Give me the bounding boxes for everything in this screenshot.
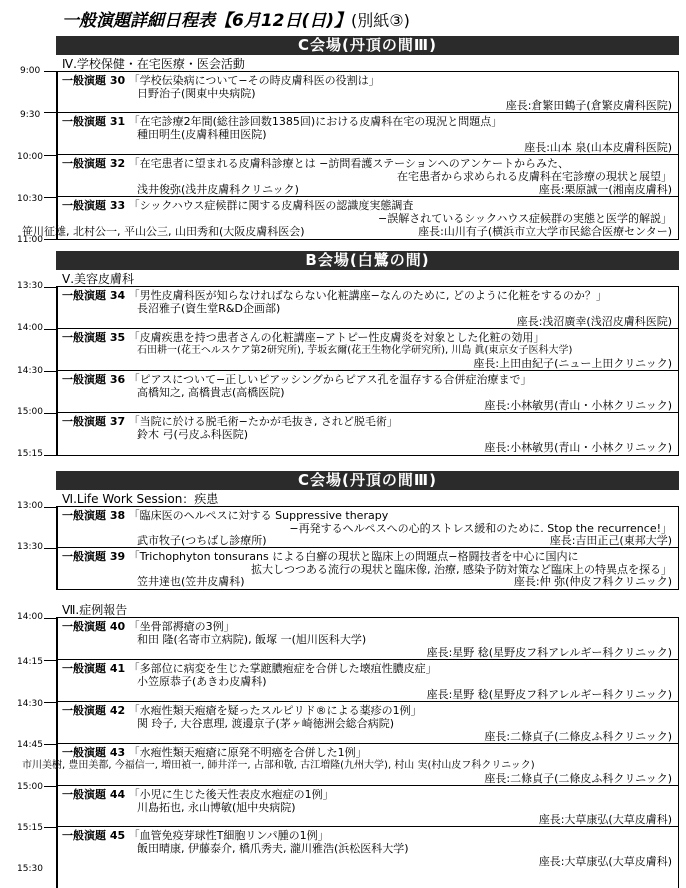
presentation-entry [57, 660, 678, 702]
chairperson: 座長:小林敏男(青山・小林クリニック) [484, 399, 672, 412]
chairperson: 座長:仲 弥(仲皮フ科クリニック) [513, 575, 672, 588]
presentation-number: 一般演題 31 [62, 115, 126, 128]
chairperson: 座長:浅沼廣幸(浅沼皮膚科医院) [516, 315, 672, 328]
presentation-authors: 飯田晴康, 伊藤泰介, 橋爪秀夫, 瀧川雅浩(浜松医科大学) [137, 842, 409, 855]
session-title: Ⅶ.症例報告 [62, 603, 128, 617]
time-tick [44, 197, 56, 198]
presentation-title-cont: −再発するヘルペスへの心的ストレス緩和のために. Stop the recurrence!」 [289, 522, 672, 535]
presentation-title: 「皮膚疾患を持つ患者さんの化粧講座−アトピー性皮膚炎を対象とした化粧の効用」 [128, 331, 545, 344]
presentation-authors: 笹川征雄, 北村公一, 平山公三, 山田秀和(大阪皮膚科医会) [22, 225, 305, 238]
presentation-authors: 浅井俊弥(浅井皮膚科クリニック) [137, 183, 299, 196]
presentation-title: 「臨床医のヘルペスに対する Suppressive therapy [128, 509, 389, 522]
time-tick [44, 507, 56, 508]
presentation-number: 一般演題 43 [62, 746, 126, 759]
presentation-authors: 武市牧子(つちばし診療所) [137, 534, 267, 547]
venue-header: C会場(丹頂の間Ⅲ) [56, 471, 679, 490]
chairperson: 座長:星野 稔(星野皮フ科アレルギー科クリニック) [426, 646, 672, 659]
presentation-number: 一般演題 42 [62, 704, 126, 717]
time-label: 10:00 [17, 152, 43, 162]
presentation-authors: 長沼雅子(資生堂R&D企画部) [137, 302, 281, 315]
presentation-number: 一般演題 39 [62, 550, 126, 563]
chairperson: 座長:山本 泉(山本皮膚科医院) [524, 141, 672, 154]
presentation-authors: 関 玲子, 大谷恵理, 渡邊京子(茅ヶ崎徳洲会総合病院) [137, 717, 395, 730]
presentation-entry [57, 329, 678, 371]
presentation-number: 一般演題 37 [62, 415, 126, 428]
time-label: 14:00 [17, 323, 43, 333]
time-label: 15:15 [17, 823, 43, 833]
time-label: 15:15 [17, 449, 43, 459]
presentation-entry [57, 113, 678, 155]
presentation-authors: 和田 隆(名寄市立病院), 飯塚 一(旭川医科大学) [137, 633, 367, 646]
time-label: 15:00 [17, 407, 43, 417]
presentation-title: 「ピアスについて−正しいピアッシングからピアス孔を温存する合併症治療まで」 [128, 373, 532, 386]
presentation-authors: 川島拓也, 永山博敏(旭中央病院) [137, 801, 296, 814]
title-annex: (別紙③) [351, 11, 410, 30]
presentation-title: 「シックハウス症候群に関する皮膚科医の認識度実態調査 [128, 199, 414, 212]
presentation-title: 「男性皮膚科医が知らなければならない化粧講座−なんのために, どのように化粧をするのか？」 [128, 289, 607, 302]
time-tick [44, 702, 56, 703]
chairperson: 座長:大草康弘(大草皮膚科) [538, 813, 672, 826]
time-label: 13:30 [17, 542, 43, 552]
presentation-number: 一般演題 38 [62, 509, 126, 522]
presentation-title: 「在宅診療2年間(総往診回数1385回)における皮膚科在宅の現況と問題点」 [128, 115, 503, 128]
presentation-entry [57, 702, 678, 744]
chairperson: 座長:栗原誠一(湘南皮膚科) [538, 183, 672, 196]
presentation-number: 一般演題 44 [62, 788, 126, 801]
time-tick [44, 548, 56, 549]
chairperson: 座長:二條貞子(二條皮ふ科クリニック) [484, 772, 672, 785]
presentation-title: 「在宅患者に望まれる皮膚科診療とは −訪問看護ステーションへのアンケートからみた、 [128, 157, 570, 170]
presentation-title: 「Trichophyton tonsurans による白癬の現状と臨床上の問題点−格闘技者を中心に国内に [128, 550, 579, 563]
time-label: 9:30 [20, 110, 41, 120]
presentation-authors: 種田明生(皮膚科種田医院) [137, 128, 267, 141]
venue-header: C会場(丹頂の間Ⅲ) [56, 36, 679, 55]
presentation-number: 一般演題 34 [62, 289, 126, 302]
time-tick [44, 455, 56, 456]
presentation-entry [57, 72, 678, 113]
title-text: 一般演題詳細日程表【 [62, 11, 232, 31]
presentation-authors: 市川美樹, 豊田美都, 今福信一, 増田禎一, 師井洋一, 占部和敬, 古江増隆(九州大学), 村山 実(村山皮フ科クリニック) [22, 760, 535, 771]
session-title: Ⅴ.美容皮膚科 [62, 272, 135, 286]
schedule-block-c-afternoon [0, 471, 686, 593]
title-bracket-close: 】 [334, 11, 352, 31]
chairperson: 座長:吉田正己(東邦大学) [549, 534, 672, 547]
title-date: 6月12日(日) [232, 11, 335, 31]
presentation-authors: 鈴木 弓(弓皮ふ科医院) [137, 428, 249, 441]
time-label: 11:00 [17, 235, 43, 245]
presentation-entry [57, 618, 678, 660]
presentation-title-cont: 拡大しつつある流行の現状と臨床像, 治療, 感染予防対策など臨床上の特異点を探る」 [251, 563, 672, 576]
presentation-number: 一般演題 32 [62, 157, 126, 170]
page-title [62, 6, 410, 30]
presentation-entry [57, 155, 678, 197]
presentation-number: 一般演題 45 [62, 829, 126, 842]
presentation-title: 「血管免疫芽球性T細胞リンパ腫の1例」 [128, 829, 329, 842]
chairperson: 座長:上田由紀子(ニュー上田クリニック) [473, 357, 672, 370]
time-tick [44, 827, 56, 828]
schedule-block-b [0, 251, 686, 461]
time-tick [44, 413, 56, 414]
presentation-authors: 小笠原恭子(あきわ皮膚科) [137, 675, 267, 688]
time-label: 14:15 [17, 657, 43, 667]
presentation-authors: 笠井達也(笠井皮膚科) [137, 575, 245, 588]
session-title: Ⅵ.Life Work Session：疾患 [62, 492, 219, 506]
time-label: 14:30 [17, 366, 43, 376]
presentation-entry [57, 786, 678, 827]
presentation-number: 一般演題 41 [62, 662, 126, 675]
presentation-title-cont: −誤解されているシックハウス症候群の実態と医学的解説」 [377, 212, 672, 225]
presentation-entry [57, 287, 678, 329]
time-tick [44, 618, 56, 619]
time-label: 13:30 [17, 281, 43, 291]
presentation-number: 一般演題 36 [62, 373, 126, 386]
chairperson: 座長:星野 稔(星野皮フ科アレルギー科クリニック) [426, 688, 672, 701]
presentation-authors: 日野治子(関東中央病院) [137, 87, 256, 100]
venue-header: B会場(白鷺の間) [56, 251, 679, 270]
time-tick [44, 287, 56, 288]
time-tick [44, 155, 56, 156]
time-tick [44, 112, 56, 113]
chairperson: 座長:大草康弘(大草皮膚科) [538, 855, 672, 868]
presentation-authors: 高橋知之, 高橋貴志(高橋医院) [137, 386, 285, 399]
presentation-title: 「水疱性類天疱瘡に原発不明癌を合併した1例」 [128, 746, 367, 759]
time-label: 10:30 [17, 194, 43, 204]
chairperson: 座長:山川有子(横浜市立大学市民総合医療センター) [418, 225, 672, 238]
time-tick [44, 660, 56, 661]
time-tick [44, 239, 56, 240]
presentation-title: 「小児に生じた後天性表皮水疱症の1例」 [128, 788, 334, 801]
presentation-number: 一般演題 40 [62, 620, 126, 633]
time-tick [44, 371, 56, 372]
presentation-entry [57, 827, 678, 869]
time-label: 13:00 [17, 501, 43, 511]
chairperson: 座長:倉繁田鶴子(倉繁皮膚科医院) [505, 99, 672, 112]
presentation-number: 一般演題 33 [62, 199, 126, 212]
presentation-title: 「水疱性類天疱瘡を疑ったスルピリド®による薬疹の1例」 [128, 704, 422, 717]
presentation-entry [22, 744, 678, 786]
presentation-title: 「坐骨部褥瘡の3例」 [128, 620, 235, 633]
time-label: 14:45 [17, 740, 43, 750]
time-label: 15:30 [17, 864, 43, 874]
presentation-number: 一般演題 35 [62, 331, 126, 344]
time-label: 14:00 [17, 612, 43, 622]
presentation-title: 「当院に於ける脱毛術−たかが毛抜き, されど脱毛術」 [128, 415, 398, 428]
time-label: 15:00 [17, 782, 43, 792]
time-tick [44, 329, 56, 330]
presentation-title-cont: 在宅患者から求められる皮膚科在宅診療の現状と展望」 [397, 170, 672, 183]
time-label: 14:30 [17, 699, 43, 709]
time-tick [44, 744, 56, 745]
schedule-block-case-reports [0, 598, 686, 888]
presentation-entry [57, 548, 678, 589]
chairperson: 座長:二條貞子(二條皮ふ科クリニック) [484, 730, 672, 743]
presentation-number: 一般演題 30 [62, 74, 126, 87]
time-label: 9:00 [20, 66, 41, 76]
presentation-entry [57, 507, 678, 548]
presentation-title: 「学校伝染病について−その時皮膚科医の役割は」 [128, 74, 380, 87]
presentation-authors: 石田耕一(花王ヘルスケア第2研究所), 芋坂玄爾(花王生物化学研究所), 川島 眞(東京女子医科大学) [137, 345, 573, 356]
chairperson: 座長:小林敏男(青山・小林クリニック) [484, 441, 672, 454]
session-title: Ⅳ.学校保健・在宅医療・医会活動 [62, 57, 245, 71]
time-tick [44, 71, 56, 72]
time-tick [44, 786, 56, 787]
presentation-entry [57, 371, 678, 413]
presentation-title: 「多部位に病変を生じた掌蹠膿疱症を合併した壊疽性膿皮症」 [128, 662, 437, 675]
presentation-entry [57, 413, 678, 455]
schedule-block-c-morning [0, 36, 686, 244]
